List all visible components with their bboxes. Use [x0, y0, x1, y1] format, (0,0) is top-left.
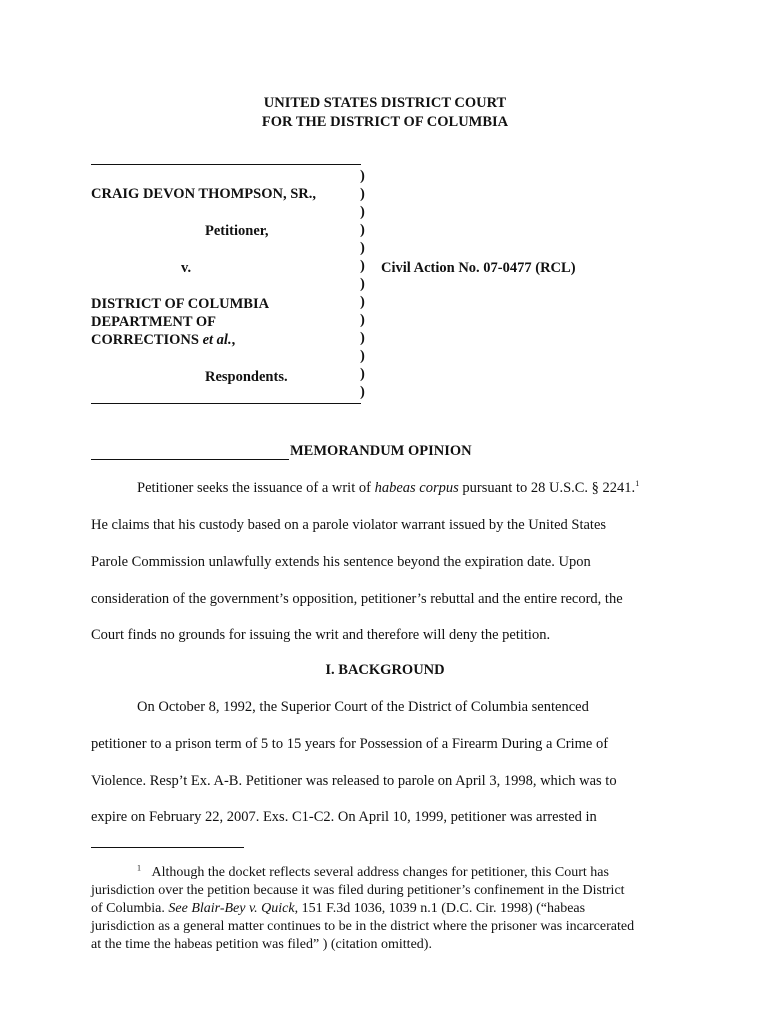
intro-line-1-cite: pursuant to 28 U.S.C. § 2241. [458, 480, 636, 496]
caption-paren: ) [360, 222, 365, 238]
footnote-line-3-cite: , 151 F.3d 1036, 1039 n.1 (D.C. Cir. 1998) (“habeas [294, 901, 586, 916]
footnote-mark: 1 [137, 863, 141, 873]
background-line-1: On October 8, 1992, the Superior Court of the District of Columbia sentenced [137, 699, 589, 715]
intro-line-4: consideration of the government’s opposition, petitioner’s rebuttal and the entire record, the [91, 591, 623, 607]
respondent-line-3-text: CORRECTIONS [91, 332, 203, 348]
background-line-2: petitioner to a prison term of 5 to 15 years for Possession of a Firearm During a Crime of [91, 736, 609, 752]
footnote-line-2: jurisdiction over the petition because it was filed during petitioner’s confinement in the District [91, 883, 625, 898]
intro-line-3: Parole Commission unlawfully extends his sentence beyond the expiration date. Upon [91, 554, 591, 570]
intro-line-5: Court finds no grounds for issuing the writ and therefore will deny the petition. [91, 627, 551, 643]
footnote-line-4: jurisdiction as a general matter continues to be in the district where the prisoner was incarcerated [91, 919, 635, 934]
respondent-line-1: DISTRICT OF COLUMBIA [91, 296, 270, 312]
intro-line-1 [137, 480, 639, 497]
civil-action-number: Civil Action No. 07-0477 (RCL) [381, 260, 576, 276]
petitioner-name: CRAIG DEVON THOMPSON, SR., [91, 186, 317, 202]
footnote-line-3 [91, 901, 585, 917]
caption-paren: ) [360, 186, 365, 202]
caption-paren: ) [360, 384, 365, 400]
respondent-line-3-comma: , [231, 332, 236, 348]
caption-top-rule [91, 164, 361, 165]
intro-line-2: He claims that his custody based on a parole violator warrant issued by the United States [91, 517, 607, 533]
background-line-4: expire on February 22, 2007. Exs. C1-C2. On April 10, 1999, petitioner was arrested in [91, 809, 597, 825]
caption-paren: ) [360, 204, 365, 220]
footnote-separator [91, 847, 244, 848]
footnote-line-3-text: of Columbia. [91, 901, 169, 916]
background-line-3: Violence. Resp’t Ex. A-B. Petitioner was released to parole on April 3, 1998, which was to [91, 773, 617, 789]
caption-paren: ) [360, 366, 365, 382]
section-heading: I. BACKGROUND [325, 662, 445, 678]
caption-bottom-rule [91, 403, 361, 404]
court-name: UNITED STATES DISTRICT COURT [263, 95, 507, 111]
caption-paren: ) [360, 168, 365, 184]
case-citation: See Blair-Bey v. Quick [168, 901, 295, 916]
court-district: FOR THE DISTRICT OF COLUMBIA [261, 114, 509, 130]
respondent-et-al: et al. [202, 332, 232, 348]
footnote-line-1-text: Although the docket reflects several address changes for petitioner, this Court has [151, 865, 609, 880]
caption-paren: ) [360, 258, 365, 274]
intro-line-1-text: Petitioner seeks the issuance of a writ of [137, 480, 375, 496]
footnote-ref: 1 [635, 479, 640, 489]
respondent-line-2: DEPARTMENT OF [91, 314, 217, 330]
petitioner-role: Petitioner, [205, 223, 269, 239]
caption-paren: ) [360, 330, 365, 346]
versus: v. [181, 260, 192, 276]
title-leading-rule [91, 459, 289, 460]
caption-paren: ) [360, 348, 365, 364]
footnote-line-1 [137, 865, 609, 881]
respondent-role: Respondents. [205, 369, 288, 385]
caption-paren: ) [360, 276, 365, 292]
respondent-line-3 [91, 332, 235, 349]
opinion-title: MEMORANDUM OPINION [290, 443, 472, 459]
habeas-corpus: habeas corpus [374, 480, 459, 496]
footnote-line-5: at the time the habeas petition was filed” ) (citation omitted). [91, 937, 432, 952]
caption-paren: ) [360, 312, 365, 328]
caption-paren: ) [360, 240, 365, 256]
caption-paren: ) [360, 294, 365, 310]
